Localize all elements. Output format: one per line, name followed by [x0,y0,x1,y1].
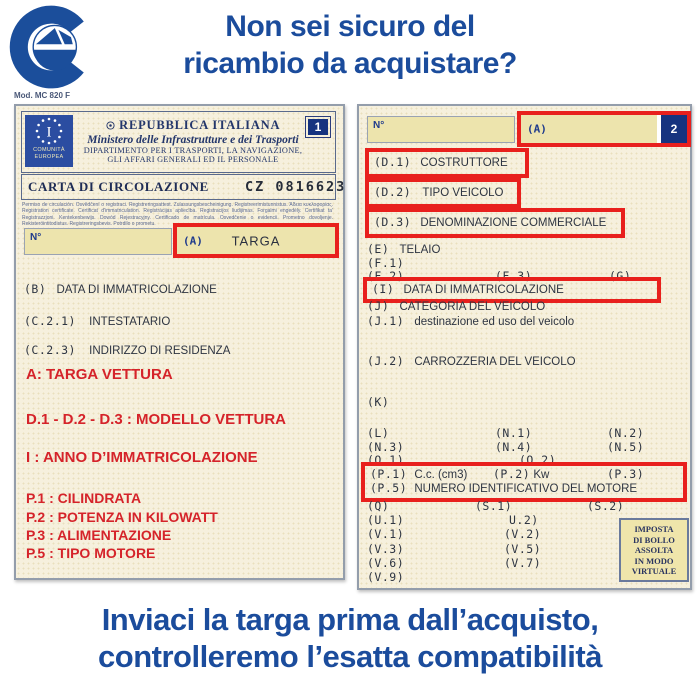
field-d2-code: (D.2) [374,185,412,199]
field-f2-code: (F.2) [367,269,405,283]
note-targa: A: TARGA VETTURA [26,366,173,383]
field-l-code: (L) [367,426,390,440]
field-k-code: (K) [367,395,390,409]
field-n-box [24,228,172,255]
field-a-code: (A) [183,234,203,247]
field-d1-code: (D.1) [374,155,412,169]
field-f1-code: (F.1) [367,256,405,270]
field-row-p3 [607,467,644,481]
field-row-d3 [374,215,606,229]
stamp-line3: ASSOLTA [634,545,674,555]
page-title-line2: ricambio da acquistare? [183,47,517,80]
field-a-code-2: (A) [527,122,547,136]
field-d1-highlight [365,148,529,178]
field-row-v1 [367,527,404,541]
field-p2-code: (P.2) [493,467,531,481]
stamp-box [619,518,689,582]
field-n-box-2 [367,116,515,143]
field-row-p1 [370,467,467,481]
field-n-label: N° [30,232,42,243]
stamp-line1: IMPOSTA [634,524,674,534]
field-p-highlight [361,462,687,502]
field-p5-code: (P.5) [370,481,408,495]
eu-flag-icon [25,115,73,167]
field-n1-code: (N.1) [495,426,533,440]
field-v7-code: (V.7) [504,556,542,570]
page-number-badge-1: 1 [305,116,331,138]
field-row-p2 [493,467,549,481]
field-row-v2 [504,527,541,541]
field-p3-code: (P.3) [607,467,645,481]
doc-title-row [21,174,347,200]
note-modello: D.1 - D.2 - D.3 : MODELLO VETTURA [26,411,287,428]
field-n5-code: (N.5) [607,440,645,454]
page-title [0,8,700,82]
form-model-label: Mod. MC 820 F [14,91,71,100]
field-row-j [367,299,545,313]
field-n4-code: (N.4) [495,440,533,454]
field-c23-code: (C.2.3) [24,343,76,357]
field-row-v6 [367,556,404,570]
doc-country-title: REPUBBLICA ITALIANA [119,118,281,132]
field-p5-label: NUMERO IDENTIFICATIVO DEL MOTORE [414,483,638,495]
field-n-label-2: N° [373,120,385,131]
page-number-badge-2: 2 [661,115,687,143]
stamp-line4: IN MODO [634,555,674,566]
field-n3-code: (N.3) [367,440,405,454]
field-d3-label: DENOMINAZIONE COMMERCIALE [420,217,607,229]
footer-message [0,601,700,675]
field-j-code: (J) [367,299,390,313]
field-v2-code: (V.2) [504,527,542,541]
field-row-u2 [509,513,539,527]
field-row-q [367,499,389,513]
doc-title: CARTA DI CIRCOLAZIONE [28,179,209,194]
field-row-v5 [504,542,541,556]
field-u1-code: (U.1) [367,513,405,527]
field-row-j2 [367,354,576,368]
field-p2-unit: Kw [533,469,550,481]
state-emblem-icon [106,121,115,130]
field-s1-code: (S.1) [475,499,513,513]
field-d2-label: TIPO VEICOLO [422,187,504,199]
field-row-s2 [587,499,624,513]
note-potenza: P.2 : POTENZA IN KILOWATT [26,509,218,525]
stamp-line5: VIRTUALE [631,566,677,576]
field-row-d1 [374,155,508,169]
field-f3-code: (F.3) [495,269,533,283]
field-o2-code: (O.2) [519,453,557,467]
page-title-line1: Non sei sicuro del [225,10,475,43]
note-alimentazione: P.3 : ALIMENTAZIONE [26,527,172,543]
field-row-l [367,426,389,440]
field-a-highlight [173,223,339,258]
field-v5-code: (V.5) [504,542,542,556]
field-b-code: (B) [24,282,47,296]
field-e-code: (E) [367,242,390,256]
field-row-i [372,282,564,296]
field-j2-label: CARROZZERIA DEL VEICOLO [414,356,576,368]
stamp-line2: DI BOLLO [633,534,675,545]
doc-ministry: Ministero delle Infrastrutture e dei Trasporti [87,134,299,146]
field-j2-code: (J.2) [367,354,405,368]
note-cilindrata: P.1 : CILINDRATA [26,490,142,506]
field-n2-code: (N.2) [607,426,645,440]
field-row-d2 [374,185,504,199]
registration-doc-page1 [14,104,345,580]
field-row-e [367,242,440,256]
field-row-v9 [367,570,404,584]
field-row-j1 [367,314,574,328]
field-p1-unit: C.c. (cm3) [414,469,468,481]
field-e-label: TELAIO [399,244,441,256]
footer-line2: controlleremo l’esatta compatibilità [98,639,602,674]
doc-header-titles [78,116,308,164]
field-a-box [177,227,335,254]
doc-serial-number: CZ 0816623 [244,179,347,195]
field-row-n3 [367,440,404,454]
field-row-u1 [367,513,404,527]
field-j1-label: destinazione ed uso del veicolo [414,316,575,328]
field-row-n2 [607,426,644,440]
field-row-n5 [607,440,644,454]
field-a-box-2 [521,115,657,143]
note-tipo-motore: P.5 : TIPO MOTORE [26,545,156,561]
field-i-code: (I) [372,282,395,296]
field-c23-label: INDIRIZZO DI RESIDENZA [89,345,231,357]
field-row-b [24,282,217,296]
field-g-code: (G) [609,269,632,283]
field-v3-code: (V.3) [367,542,405,556]
eu-label-line1: COMUNITÀ [33,147,65,153]
field-d3-highlight [365,208,625,238]
field-c21-label: INTESTATARIO [89,316,171,328]
field-row-n1 [495,426,532,440]
note-anno: I : ANNO D’IMMATRICOLAZIONE [26,449,258,466]
doc-header [21,111,336,173]
field-u2-code: U.2) [509,513,539,527]
field-a-value: TARGA [231,233,281,248]
doc-fine-print: Permiso de circulación. Osvědčení o registraci. Registreringsattest. Zulassungsbescheinigung. Registreerimistunnistus. Άδεια κυκλοφορίας. Registration certificate. Certificat d'immatriculation. Registrácijas apliecība. Registracijos liudijimas. Forgalmi engedély. Certifikat ta' Registrazzjoni. Kentekenbewijs. Dowód Rejestracyjny. Certificado de matrícula. Osvedčenie o evidencii. Prometno dovoljenje. Rekisteröintitodistus. Registreringsbevis. Potrdilo o prometu. [22,202,333,226]
field-row-f1 [367,256,404,270]
field-s2-code: (S.2) [587,499,625,513]
field-row-p5 [370,481,637,495]
field-o1-code: (O.1) [367,453,405,467]
field-d2-highlight [365,178,521,208]
field-j-label: CATEGORIA DEL VEICOLO [399,301,546,313]
field-j1-code: (J.1) [367,314,405,328]
field-d1-label: COSTRUTTORE [420,157,508,169]
field-v1-code: (V.1) [367,527,405,541]
eu-label-line2: EUROPEA [34,153,64,160]
eu-country-letter: I [46,124,52,141]
field-b-label: DATA DI IMMATRICOLAZIONE [56,284,217,296]
field-i-label: DATA DI IMMATRICOLAZIONE [403,284,564,296]
field-row-v7 [504,556,541,570]
field-p1-code: (P.1) [370,467,408,481]
field-row-n4 [495,440,532,454]
field-row-s1 [475,499,512,513]
field-q-code: (Q) [367,499,390,513]
field-v6-code: (V.6) [367,556,405,570]
field-row-c23 [24,343,230,357]
doc-department-line2: GLI AFFARI GENERALI ED IL PERSONALE [107,155,279,164]
field-a-highlight-2 [517,111,691,147]
registration-doc-page2 [357,104,692,590]
field-row-k [367,395,389,409]
field-v9-code: (V.9) [367,570,405,584]
footer-line1: Inviaci la targa prima dall’acquisto, [101,602,599,637]
doc-department-line1: DIPARTIMENTO PER I TRASPORTI, LA NAVIGAZIONE, [83,146,303,155]
field-row-c21 [24,314,170,328]
field-row-v3 [367,542,404,556]
field-c21-code: (C.2.1) [24,314,76,328]
field-d3-code: (D.3) [374,215,412,229]
